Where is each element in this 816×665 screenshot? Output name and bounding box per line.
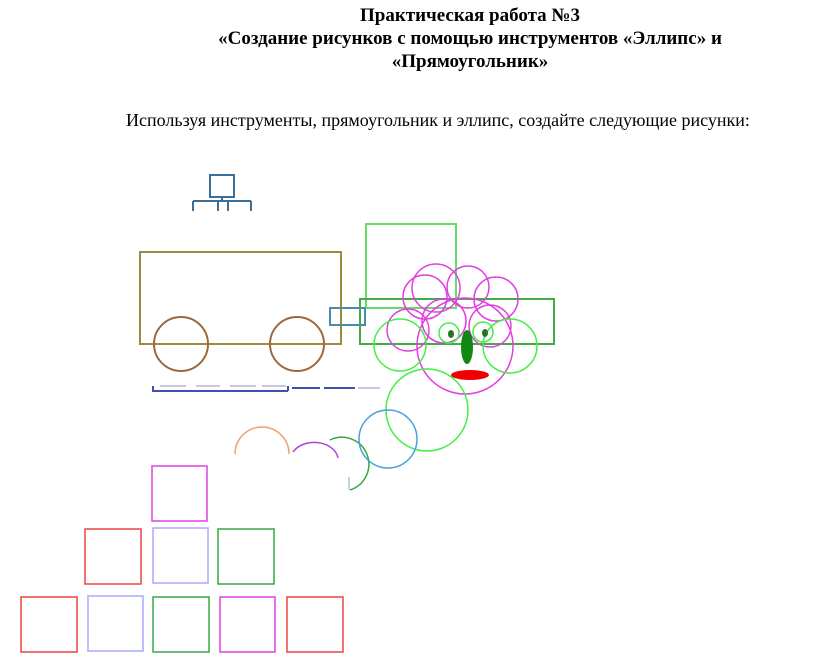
page-title-line-1: Практическая работа №3: [359, 5, 581, 26]
page-title-line-3: «Прямоугольник»: [391, 51, 549, 72]
block: [88, 596, 143, 651]
arc-orange: [235, 427, 289, 454]
truck-cab: [366, 224, 456, 308]
nose: [461, 330, 473, 364]
face-features: [439, 322, 493, 380]
block: [152, 466, 207, 521]
truck: [140, 224, 554, 371]
org-chart-top-box: [210, 175, 234, 197]
block: [220, 597, 275, 652]
curl-circle: [403, 275, 447, 319]
truck-body: [140, 252, 341, 344]
caterpillar-segment: [386, 369, 468, 451]
block-pyramid: [21, 466, 343, 652]
caterpillar-head-blue: [359, 410, 417, 468]
pupil-left: [448, 330, 454, 338]
caterpillar: [235, 410, 417, 490]
pupil-right: [482, 329, 488, 337]
org-chart: [193, 175, 251, 211]
mouth: [451, 370, 489, 380]
block: [153, 597, 209, 652]
block: [287, 597, 343, 652]
block: [85, 529, 141, 584]
road: [153, 386, 380, 392]
curl-circle: [412, 264, 460, 312]
block: [218, 529, 274, 584]
curl-circle: [422, 299, 466, 343]
block: [153, 528, 208, 583]
arc-purple: [293, 442, 338, 458]
instruction-text: Используя инструменты, прямоугольник и эллипс, создайте следующие рисунки:: [126, 110, 750, 130]
block: [21, 597, 77, 652]
page-title-line-2: «Создание рисунков с помощью инструментов «Эллипс» и: [218, 28, 722, 49]
